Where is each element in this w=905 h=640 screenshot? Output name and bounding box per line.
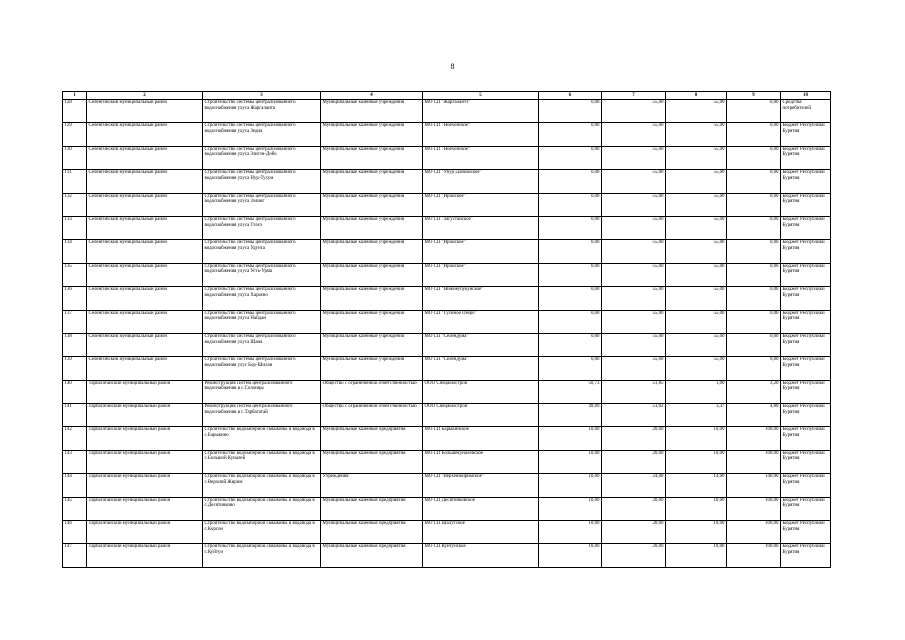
operator-cell: МО СП Барыкинское — [423, 427, 539, 450]
municipal-district-cell: Тарбагатайский муниципальный район — [87, 427, 203, 450]
value-col8-cell: 55,00 — [666, 193, 727, 216]
organization-type-cell: Общество с ограниченной ответственностью — [321, 404, 423, 427]
table-row — [63, 263, 831, 286]
project-name-cell: Строительство системы централизованного водоснабжения улуса Хараєно — [203, 287, 321, 310]
project-name-cell: Строительство водозаборной скважины и водовода в с.Верхний Жирим — [203, 474, 321, 497]
organization-type-cell: Общество с ограниченной ответственностью — [321, 380, 423, 403]
municipal-district-cell: Тарбагатайский муниципальный район — [87, 521, 203, 544]
municipal-district-cell: Селенгинский муниципальный район — [87, 263, 203, 286]
municipal-district-cell: Селенгинский муниципальный район — [87, 310, 203, 333]
project-name-cell: Строительство водозаборной скважины и водовода в с.Барыкино — [203, 427, 321, 450]
value-col7-cell: 20,00 — [602, 450, 666, 473]
funding-source-cell: Бюджет Республики Бурятия — [781, 146, 831, 169]
operator-cell: ООО Спецжилстрой — [423, 404, 539, 427]
value-col7-cell: 55,00 — [602, 357, 666, 380]
table-row — [63, 497, 831, 520]
value-col8-cell: 55,00 — [666, 216, 727, 239]
value-col7-cell: 20,00 — [602, 497, 666, 520]
funding-source-cell: Бюджет Республики Бурятия — [781, 404, 831, 427]
organization-type-cell: Муниципальные казенные предприятия — [321, 427, 423, 450]
organization-type-cell: Муниципальные казенные предприятия — [321, 497, 423, 520]
project-name-cell: Строительство системы централизованного водоснабжения улуса Тээхэ — [203, 216, 321, 239]
funding-source-cell: Бюджет Республики Бурятия — [781, 544, 831, 567]
table-row — [63, 474, 831, 497]
funding-source-cell: Бюджет Республики Бурятия — [781, 357, 831, 380]
value-col6-cell: 49,09 — [539, 404, 602, 427]
table-row — [63, 450, 831, 473]
municipal-district-cell: Тарбагатайский муниципальный район — [87, 474, 203, 497]
value-col6-cell: 0,00 — [539, 357, 602, 380]
table-row — [63, 216, 831, 239]
value-col8-cell: 1,00 — [666, 380, 727, 403]
table-row — [63, 287, 831, 310]
value-col7-cell: 55,00 — [602, 333, 666, 356]
value-col8-cell: 10,00 — [666, 497, 727, 520]
organization-type-cell: Муниципальные казенные учреждения — [321, 333, 423, 356]
table-row — [63, 240, 831, 263]
funding-source-cell: Бюджет Республики Бурятия — [781, 193, 831, 216]
value-col7-cell: 55,00 — [602, 216, 666, 239]
value-col9-cell: 100,00 — [727, 450, 781, 473]
operator-cell: МО СП "Ноехонское" — [423, 123, 539, 146]
row-number-cell: 130 — [63, 146, 87, 169]
organization-type-cell: Муниципальные казенные учреждения — [321, 240, 423, 263]
value-col6-cell: 0,00 — [539, 123, 602, 146]
table-row — [63, 193, 831, 216]
table-row — [63, 123, 831, 146]
project-name-cell: Строительство водозаборной скважины и водовода в с.Корсон — [203, 521, 321, 544]
project-name-cell: Строительство системы централизованного водоснабжения улуса Шана — [203, 333, 321, 356]
organization-type-cell: Муниципальные казенные учреждения — [321, 357, 423, 380]
row-number-cell: 135 — [63, 263, 87, 286]
organization-type-cell: Муниципальные казенные учреждения — [321, 287, 423, 310]
value-col8-cell: 14,00 — [666, 474, 727, 497]
organization-type-cell: Муниципальные казенные учреждения — [321, 146, 423, 169]
operator-cell: МО СП "Селендума" — [423, 357, 539, 380]
value-col6-cell: 0,00 — [539, 216, 602, 239]
value-col9-cell: 0,00 — [727, 193, 781, 216]
value-col6-cell: 10,00 — [539, 427, 602, 450]
municipal-district-cell: Селенгинский муниципальный район — [87, 146, 203, 169]
value-col8-cell: 55,00 — [666, 100, 727, 123]
value-col8-cell: 55,00 — [666, 357, 727, 380]
row-number-cell: 142 — [63, 427, 87, 450]
table-row — [63, 521, 831, 544]
value-col9-cell: 0,00 — [727, 216, 781, 239]
column-header: 1 — [63, 92, 87, 100]
value-col8-cell: 3,37 — [666, 404, 727, 427]
table-row — [63, 170, 831, 193]
operator-cell: МО СП "Селендума" — [423, 333, 539, 356]
row-number-cell: 137 — [63, 310, 87, 333]
municipal-district-cell: Селенгинский муниципальный район — [87, 287, 203, 310]
value-col9-cell: 0,00 — [727, 170, 781, 193]
value-col6-cell: 0,00 — [539, 240, 602, 263]
operator-cell: МО СП Десятниковское — [423, 497, 539, 520]
value-col6-cell: 0,00 — [539, 146, 602, 169]
funding-source-cell: Бюджет Республики Бурятия — [781, 263, 831, 286]
municipal-district-cell: Селенгинский муниципальный район — [87, 216, 203, 239]
municipal-district-cell: Селенгинский муниципальный район — [87, 193, 203, 216]
municipal-district-cell: Тарбагатайский муниципальный район — [87, 450, 203, 473]
funding-source-cell: Бюджет Республики Бурятия — [781, 216, 831, 239]
row-number-cell: 147 — [63, 544, 87, 567]
page-number: 8 — [450, 62, 455, 71]
project-name-cell: Строительство системы централизованного водоснабжения улуса Найдан — [203, 310, 321, 333]
value-col9-cell: 0,00 — [727, 100, 781, 123]
value-col8-cell: 55,00 — [666, 310, 727, 333]
municipal-district-cell: Тарбагатайский муниципальный район — [87, 404, 203, 427]
table-row — [63, 357, 831, 380]
project-name-cell: Строительство системы централизованного водоснабжения улуса Нур-Тухум — [203, 170, 321, 193]
value-col8-cell: 55,00 — [666, 263, 727, 286]
value-col9-cell: 100,00 — [727, 497, 781, 520]
value-col9-cell: 0,00 — [727, 240, 781, 263]
funding-source-cell: Бюджет Республики Бурятия — [781, 521, 831, 544]
value-col6-cell: 0,00 — [539, 193, 602, 216]
project-name-cell: Строительство системы централизованного водоснабжения улуса Удунга — [203, 240, 321, 263]
value-col9-cell: 0,00 — [727, 287, 781, 310]
value-col8-cell: 55,00 — [666, 240, 727, 263]
operator-cell: МО СП Куйтунское — [423, 544, 539, 567]
value-col6-cell: 0,00 — [539, 287, 602, 310]
row-number-cell: 136 — [63, 287, 87, 310]
municipal-district-cell: Селенгинский муниципальный район — [87, 100, 203, 123]
funding-source-cell: Бюджет Республики Бурятия — [781, 497, 831, 520]
operator-cell: МО СП "Иройское" — [423, 240, 539, 263]
value-col7-cell: 55,00 — [602, 170, 666, 193]
operator-cell: МО СП "Ноехонское" — [423, 146, 539, 169]
municipal-district-cell: Селенгинский муниципальный район — [87, 240, 203, 263]
value-col6-cell: 10,00 — [539, 521, 602, 544]
column-header: 6 — [539, 92, 602, 100]
value-col7-cell: 55,00 — [602, 193, 666, 216]
value-col9-cell: 0,00 — [727, 263, 781, 286]
column-header: 3 — [203, 92, 321, 100]
project-name-cell: Строительство водозаборной скважины и водовода в с.Большой Куналей — [203, 450, 321, 473]
value-col9-cell: 0,00 — [727, 333, 781, 356]
operator-cell: МО СП "Убур-Дзокойское" — [423, 170, 539, 193]
municipal-district-cell: Селенгинский муниципальный район — [87, 170, 203, 193]
value-col6-cell: 10,00 — [539, 450, 602, 473]
project-name-cell: Строительство водозаборной скважины и водовода в с.Куйтун — [203, 544, 321, 567]
funding-source-cell: Бюджет Республики Бурятия — [781, 427, 831, 450]
project-name-cell: Строительство системы централизованного водоснабжения улуса Жаргаланта — [203, 100, 321, 123]
organization-type-cell: Муниципальные казенные учреждения — [321, 310, 423, 333]
value-col7-cell: 20,00 — [602, 521, 666, 544]
value-col9-cell: 3,20 — [727, 380, 781, 403]
table-row — [63, 544, 831, 567]
value-col7-cell: 51,85 — [602, 380, 666, 403]
funding-source-cell: Бюджет Республики Бурятия — [781, 380, 831, 403]
column-header: 9 — [727, 92, 781, 100]
organization-type-cell: Муниципальные казенные учреждения — [321, 193, 423, 216]
organization-type-cell: Муниципальные казенные учреждения — [321, 170, 423, 193]
operator-cell: МО СП "Верхнежиримское" — [423, 474, 539, 497]
operator-cell: МО СП "Жаргалантэ" — [423, 100, 539, 123]
column-header: 5 — [423, 92, 539, 100]
value-col9-cell: 0,00 — [727, 310, 781, 333]
operator-cell: МО СП "Гусиное Озеро" — [423, 310, 539, 333]
value-col9-cell: 100,00 — [727, 521, 781, 544]
value-col9-cell: 0,00 — [727, 123, 781, 146]
row-number-cell: 129 — [63, 123, 87, 146]
project-name-cell: Строительство системы централизованного водоснабжения улуса Зэлинг — [203, 193, 321, 216]
funding-source-cell: Бюджет Республики Бурятия — [781, 170, 831, 193]
row-number-cell: 138 — [63, 333, 87, 356]
organization-type-cell: Муниципальные казенные учреждения — [321, 100, 423, 123]
value-col6-cell: 10,00 — [539, 474, 602, 497]
organization-type-cell: Муниципальные казенные предприятия — [321, 450, 423, 473]
table-row — [63, 100, 831, 123]
organization-type-cell: Муниципальные казенные предприятия — [321, 544, 423, 567]
project-name-cell: Реконструкция систем централизованного водоснабжения в с.Солонцы — [203, 380, 321, 403]
value-col8-cell: 10,00 — [666, 544, 727, 567]
row-number-cell: 132 — [63, 193, 87, 216]
value-col9-cell: 0,00 — [727, 357, 781, 380]
operator-cell: МО СП "Иройское" — [423, 193, 539, 216]
value-col9-cell: 4,80 — [727, 404, 781, 427]
row-number-cell: 145 — [63, 497, 87, 520]
organization-type-cell: Муниципальные казенные предприятия — [321, 521, 423, 544]
organization-type-cell: Учреждения — [321, 474, 423, 497]
funding-source-cell: Бюджет Республики Бурятия — [781, 333, 831, 356]
funding-source-cell: Бюджет Республики Бурятия — [781, 474, 831, 497]
funding-source-cell: Бюджет Республики Бурятия — [781, 310, 831, 333]
organization-type-cell: Муниципальные казенные учреждения — [321, 263, 423, 286]
operator-cell: МО СП "Иройское" — [423, 263, 539, 286]
municipal-district-cell: Селенгинский муниципальный район — [87, 123, 203, 146]
value-col7-cell: 55,00 — [602, 240, 666, 263]
value-col7-cell: 55,00 — [602, 146, 666, 169]
municipal-district-cell: Тарбагатайский муниципальный район — [87, 544, 203, 567]
row-number-cell: 134 — [63, 240, 87, 263]
operator-cell: МО СП "Загустайское" — [423, 216, 539, 239]
value-col8-cell: 55,00 — [666, 333, 727, 356]
header-row — [63, 92, 831, 100]
row-number-cell: 139 — [63, 357, 87, 380]
value-col8-cell: 10,00 — [666, 427, 727, 450]
project-name-cell: Строительство системы централизованного водоснабжения улус Бор-Шилан — [203, 357, 321, 380]
value-col7-cell: 20,00 — [602, 427, 666, 450]
organization-type-cell: Муниципальные казенные учреждения — [321, 123, 423, 146]
table-row — [63, 310, 831, 333]
value-col9-cell: 140,00 — [727, 474, 781, 497]
funding-source-cell: Средства потребителей — [781, 100, 831, 123]
row-number-cell: 128 — [63, 100, 87, 123]
row-number-cell: 141 — [63, 404, 87, 427]
value-col6-cell: 10,00 — [539, 497, 602, 520]
value-col7-cell: 51,02 — [602, 404, 666, 427]
operator-cell: МО СП Шалутское — [423, 521, 539, 544]
value-col9-cell: 100,00 — [727, 427, 781, 450]
table-row — [63, 146, 831, 169]
row-number-cell: 144 — [63, 474, 87, 497]
organization-type-cell: Муниципальные казенные учреждения — [321, 216, 423, 239]
operator-cell: МО СП "Нижнеубукунское" — [423, 287, 539, 310]
value-col6-cell: 0,00 — [539, 100, 602, 123]
value-col8-cell: 55,00 — [666, 170, 727, 193]
table-row — [63, 333, 831, 356]
table-row — [63, 427, 831, 450]
column-header: 7 — [602, 92, 666, 100]
column-header: 8 — [666, 92, 727, 100]
value-col9-cell: 100,00 — [727, 544, 781, 567]
project-name-cell: Строительство системы централизованного водоснабжения улуса Зедна — [203, 123, 321, 146]
value-col8-cell: 10,00 — [666, 450, 727, 473]
column-header: 4 — [321, 92, 423, 100]
operator-cell: ООО Спецжилстрой — [423, 380, 539, 403]
table-row — [63, 380, 831, 403]
value-col7-cell: 55,00 — [602, 310, 666, 333]
value-col8-cell: 55,00 — [666, 146, 727, 169]
value-col6-cell: 0,00 — [539, 333, 602, 356]
value-col7-cell: 55,00 — [602, 123, 666, 146]
value-col8-cell: 55,00 — [666, 287, 727, 310]
row-number-cell: 143 — [63, 450, 87, 473]
project-name-cell: Строительство водозаборной скважины и водовода в с.Десятниково — [203, 497, 321, 520]
project-name-cell: Строительство системы централизованного водоснабжения улуса Зэнгэн-Добо — [203, 146, 321, 169]
value-col7-cell: 55,00 — [602, 263, 666, 286]
row-number-cell: 131 — [63, 170, 87, 193]
column-header: 10 — [781, 92, 831, 100]
value-col6-cell: 0,00 — [539, 170, 602, 193]
table-row — [63, 404, 831, 427]
data-table — [62, 91, 831, 568]
value-col7-cell: 55,00 — [602, 287, 666, 310]
funding-source-cell: Бюджет Республики Бурятия — [781, 287, 831, 310]
funding-source-cell: Бюджет Республики Бурятия — [781, 123, 831, 146]
row-number-cell: 140 — [63, 380, 87, 403]
value-col7-cell: 20,00 — [602, 544, 666, 567]
value-col6-cell: 0,00 — [539, 310, 602, 333]
funding-source-cell: Бюджет Республики Бурятия — [781, 450, 831, 473]
value-col8-cell: 55,00 — [666, 123, 727, 146]
project-name-cell: Строительство системы централизованного водоснабжения улуса Усть-Урма — [203, 263, 321, 286]
value-col6-cell: 50,73 — [539, 380, 602, 403]
row-number-cell: 133 — [63, 216, 87, 239]
funding-source-cell: Бюджет Республики Бурятия — [781, 240, 831, 263]
municipal-district-cell: Тарбагатайский муниципальный район — [87, 497, 203, 520]
operator-cell: МО СП Большекуналейское — [423, 450, 539, 473]
value-col8-cell: 10,00 — [666, 521, 727, 544]
project-name-cell: Реконструкция систем централизованного водоснабжения в с.Тарбагатай — [203, 404, 321, 427]
column-header: 2 — [87, 92, 203, 100]
value-col7-cell: 24,00 — [602, 474, 666, 497]
municipal-district-cell: Селенгинский муниципальный район — [87, 333, 203, 356]
value-col6-cell: 0,00 — [539, 263, 602, 286]
row-number-cell: 146 — [63, 521, 87, 544]
municipal-district-cell: Тарбагатайский муниципальный район — [87, 380, 203, 403]
table-body — [63, 100, 831, 568]
municipal-district-cell: Селенгинский муниципальный район — [87, 357, 203, 380]
value-col9-cell: 0,00 — [727, 146, 781, 169]
value-col6-cell: 10,00 — [539, 544, 602, 567]
value-col7-cell: 55,00 — [602, 100, 666, 123]
